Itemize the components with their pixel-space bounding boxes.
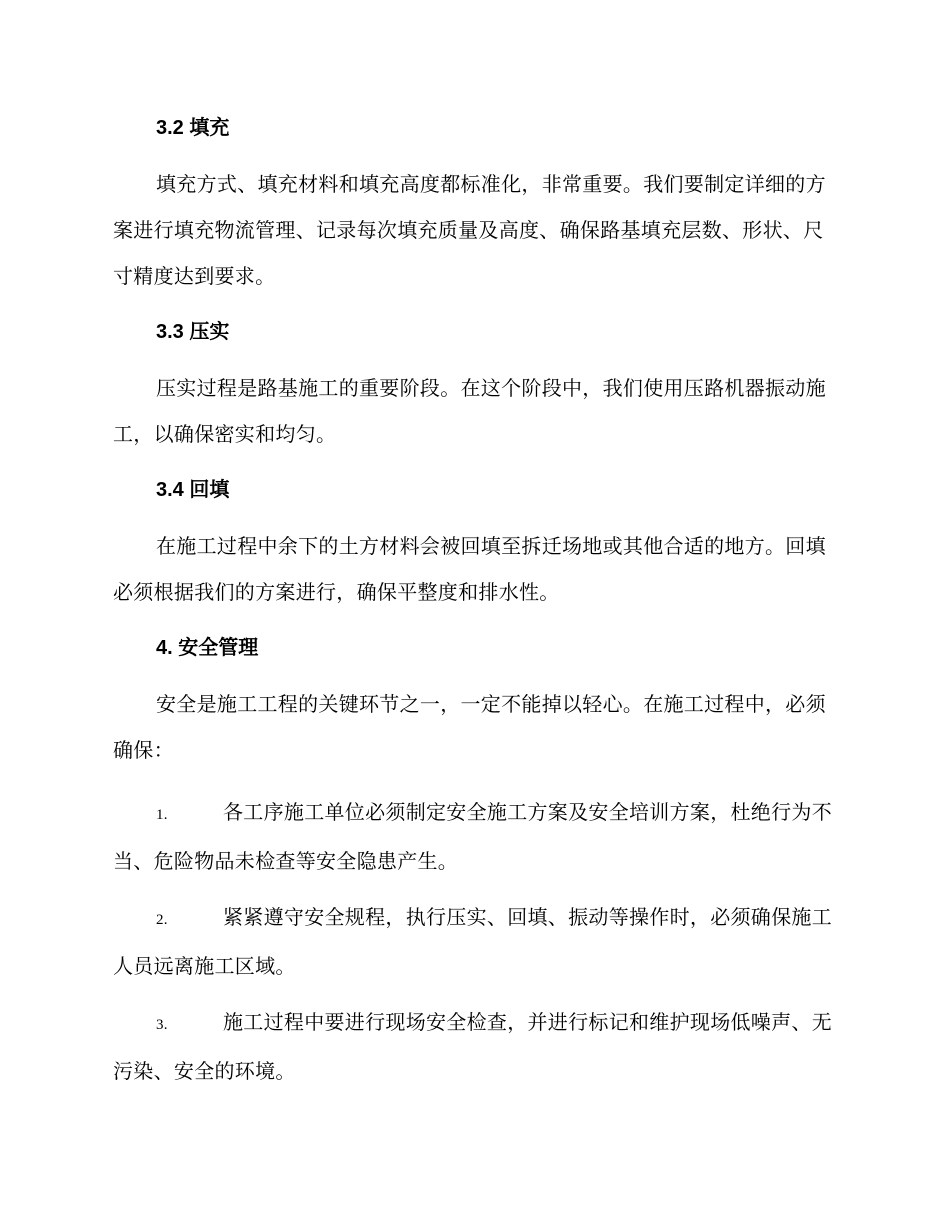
list-item-text: 紧紧遵守安全规程，执行压实、回填、振动等操作时，必须确保施工人员远离施工区域。 — [113, 905, 832, 978]
list-item-number: 1. — [156, 807, 168, 823]
section-body-safety: 安全是施工工程的关键环节之一，一定不能掉以轻心。在施工过程中，必须确保： — [113, 692, 826, 762]
section-body-backfill: 在施工过程中余下的土方材料会被回填至拆迁场地或其他合适的地方。回填必须根据我们的方案进行，确保平整度和排水性。 — [113, 534, 826, 604]
section-heading-backfill: 3.4 回填 — [156, 479, 230, 501]
section-body-fill: 填充方式、填充材料和填充高度都标准化，非常重要。我们要制定详细的方案进行填充物流管理、记录每次填充质量及高度、确保路基填充层数、形状、尺寸精度达到要求。 — [113, 172, 826, 288]
list-item — [113, 789, 838, 884]
document-content — [113, 105, 838, 1094]
list-item-number: 3. — [156, 1017, 168, 1033]
section-heading-compact: 3.3 压实 — [156, 321, 230, 343]
list-item — [113, 999, 838, 1094]
list-item-number: 2. — [156, 912, 168, 928]
list-item-text: 施工过程中要进行现场安全检查，并进行标记和维护现场低噪声、无污染、安全的环境。 — [113, 1010, 832, 1083]
section-heading-safety: 4. 安全管理 — [156, 637, 259, 659]
section-body-compact: 压实过程是路基施工的重要阶段。在这个阶段中，我们使用压路机器振动施工，以确保密实和均匀。 — [113, 376, 826, 446]
list-item-text: 各工序施工单位必须制定安全施工方案及安全培训方案，杜绝行为不当、危险物品未检查等安全隐患产生。 — [113, 800, 832, 873]
list-item — [113, 894, 838, 989]
section-heading-fill: 3.2 填充 — [156, 117, 230, 139]
